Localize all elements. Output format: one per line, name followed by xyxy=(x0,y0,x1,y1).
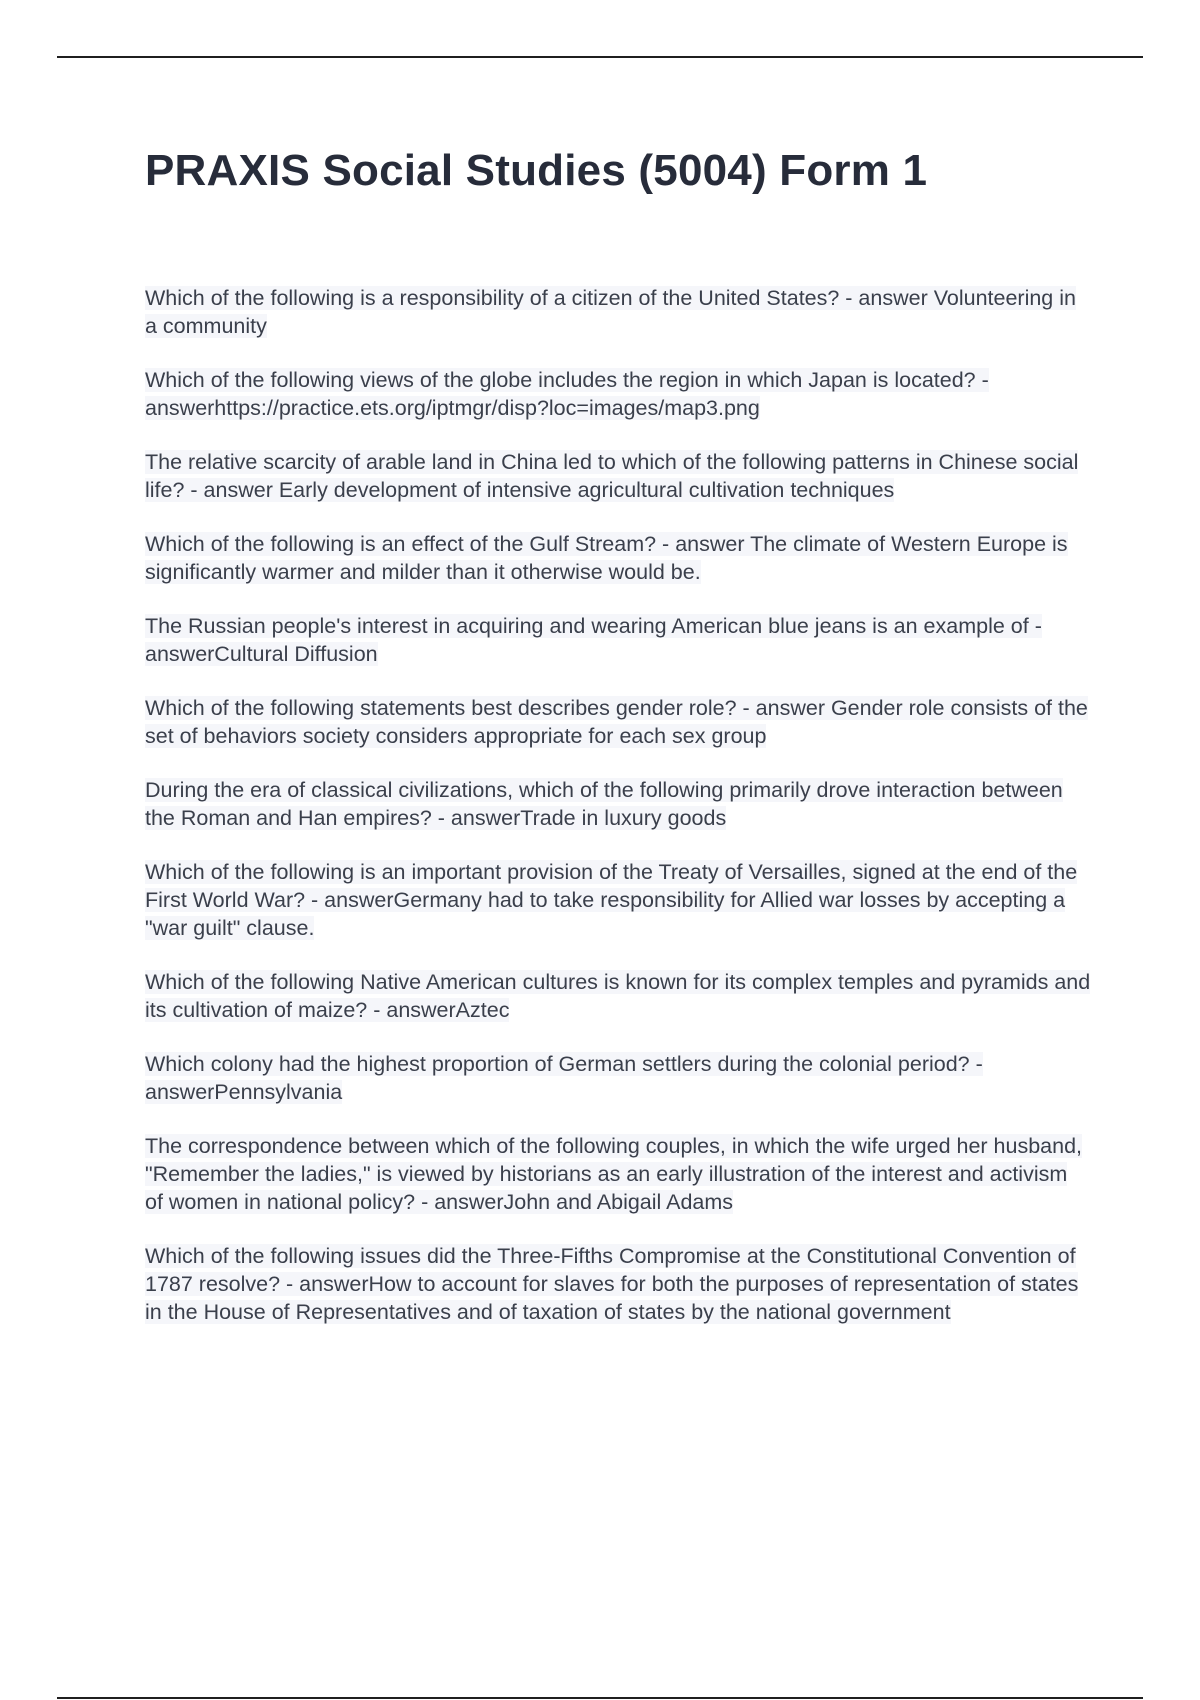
top-rule xyxy=(57,56,1143,58)
qa-text: Which of the following Native American cultures is known for its complex temples and pyramids and its cultivation of maize? - answerAztec xyxy=(145,970,1091,1022)
qa-item xyxy=(145,448,1091,504)
qa-item xyxy=(145,968,1091,1024)
qa-text: Which of the following views of the globe includes the region in which Japan is located? - answerhttps://practice.ets.org/iptmgr/disp?loc=images/map3.png xyxy=(145,368,989,420)
qa-text: The correspondence between which of the following couples, in which the wife urged her husband, "Remember the ladies," is viewed by historians as an early illustration of the interest and activism of women in national policy? - answerJohn and Abigail Adams xyxy=(145,1134,1083,1214)
question-answer-list xyxy=(145,284,1091,1352)
qa-item xyxy=(145,284,1091,340)
qa-text: Which of the following is an important provision of the Treaty of Versailles, signed at the end of the First World War? - answerGermany had to take responsibility for Allied war losses by accepting a "war guilt" clause. xyxy=(145,860,1078,940)
qa-text: The relative scarcity of arable land in China led to which of the following patterns in Chinese social life? - answer Early development of intensive agricultural cultivation techniques xyxy=(145,450,1079,502)
page-title: PRAXIS Social Studies (5004) Form 1 xyxy=(145,146,928,195)
qa-item xyxy=(145,1132,1091,1216)
qa-text: Which of the following is a responsibility of a citizen of the United States? - answer Volunteering in a community xyxy=(145,286,1076,338)
qa-item xyxy=(145,776,1091,832)
qa-text: Which of the following statements best describes gender role? - answer Gender role consists of the set of behaviors society considers appropriate for each sex group xyxy=(145,696,1088,748)
qa-text: The Russian people's interest in acquiring and wearing American blue jeans is an example of - answerCultural Diffusion xyxy=(145,614,1042,666)
qa-item xyxy=(145,366,1091,422)
qa-text: During the era of classical civilizations, which of the following primarily drove interaction between the Roman and Han empires? - answerTrade in luxury goods xyxy=(145,778,1063,830)
bottom-rule xyxy=(57,1697,1143,1699)
qa-item xyxy=(145,694,1091,750)
qa-text: Which colony had the highest proportion of German settlers during the colonial period? - answerPennsylvania xyxy=(145,1052,983,1104)
qa-text: Which of the following is an effect of the Gulf Stream? - answer The climate of Western Europe is significantly warmer and milder than it otherwise would be. xyxy=(145,532,1068,584)
qa-item xyxy=(145,858,1091,942)
qa-text: Which of the following issues did the Three-Fifths Compromise at the Constitutional Convention of 1787 resolve? - answerHow to account for slaves for both the purposes of representation of states in the House of Representatives and of taxation of states by the national government xyxy=(145,1244,1079,1324)
qa-item xyxy=(145,1242,1091,1326)
qa-item xyxy=(145,1050,1091,1106)
qa-item xyxy=(145,530,1091,586)
qa-item xyxy=(145,612,1091,668)
